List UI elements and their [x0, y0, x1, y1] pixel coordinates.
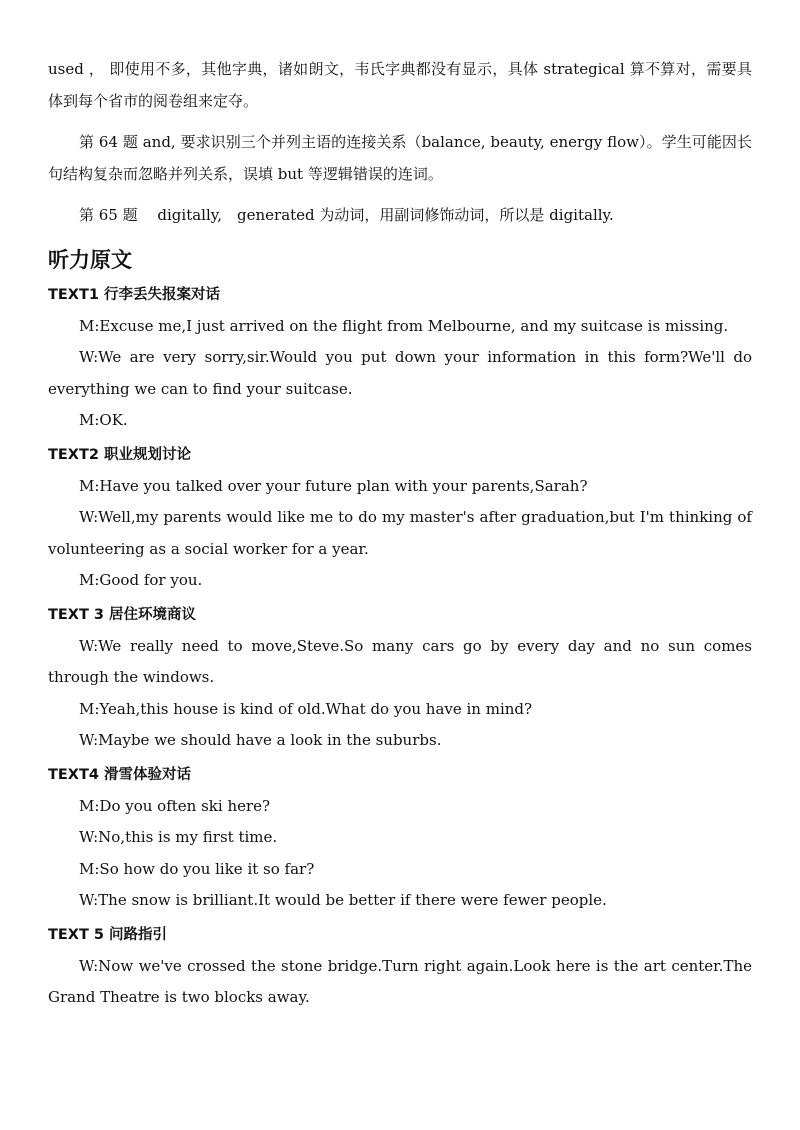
dialogue-line: M:Do you often ski here?: [79, 796, 271, 815]
listening-text-3: [48, 603, 752, 757]
text-heading: TEXT4 滑雪体验对话: [48, 766, 192, 783]
listening-text-4: [48, 763, 752, 917]
listening-text-2: [48, 443, 752, 597]
dialogue-line: M:Excuse me,I just arrived on the flight from Melbourne, and my suitcase is missing.: [79, 316, 729, 335]
text-heading: TEXT2 职业规划讨论: [48, 446, 192, 463]
text-heading: TEXT 3 居住环境商议: [48, 606, 197, 623]
dialogue-line: W:Now we've crossed the stone bridge.Turn right again.Look here is the art center.The Grand Theatre is two blocks away.: [48, 956, 752, 1006]
text-heading: TEXT1 行李丢失报案对话: [48, 286, 221, 303]
dialogue-line: W:The snow is brilliant.It would be better if there were fewer people.: [79, 891, 607, 909]
explanation-paragraph-q65: 第 65 题 digitally, generated 为动词，用副词修饰动词，所以是 digitally.: [79, 206, 614, 224]
dialogue-line: M:So how do you like it so far?: [79, 859, 315, 878]
section-title: 听力原文: [48, 247, 132, 272]
explanation-paragraph-q64: 第 64 题 and, 要求识别三个并列主语的连接关系（balance, beauty, energy flow）。学生可能因长句结构复杂而忽略并列关系，误填 but 等逻辑错误的连词。: [48, 133, 752, 183]
text-heading: TEXT 5 问路指引: [48, 926, 168, 943]
dialogue-line: M:Have you talked over your future plan with your parents,Sarah?: [79, 476, 588, 495]
dialogue-line: M:OK.: [79, 411, 128, 429]
dialogue-line: W:No,this is my first time.: [79, 828, 278, 846]
dialogue-line: M:Yeah,this house is kind of old.What do you have in mind?: [79, 699, 533, 718]
dialogue-line: W:We are very sorry,sir.Would you put down your information in this form?We'll do everything we can to find your suitcase.: [48, 348, 752, 398]
dialogue-line: W:We really need to move,Steve.So many cars go by every day and no sun comes through the windows.: [48, 636, 752, 686]
explanation-paragraph: used ， 即使用不多，其他字典，诸如朗文，韦氏字典都没有显示，具体 strategical 算不算对，需要具体到每个省市的阅卷组来定夺。: [48, 60, 752, 110]
dialogue-line: W:Maybe we should have a look in the suburbs.: [79, 731, 442, 749]
document-page: [48, 0, 752, 1014]
dialogue-line: W:Well,my parents would like me to do my master's after graduation,but I'm thinking of volunteering as a social worker for a year.: [48, 508, 752, 558]
dialogue-line: M:Good for you.: [79, 571, 203, 589]
listening-text-1: [48, 283, 752, 437]
listening-text-5: [48, 923, 752, 1014]
